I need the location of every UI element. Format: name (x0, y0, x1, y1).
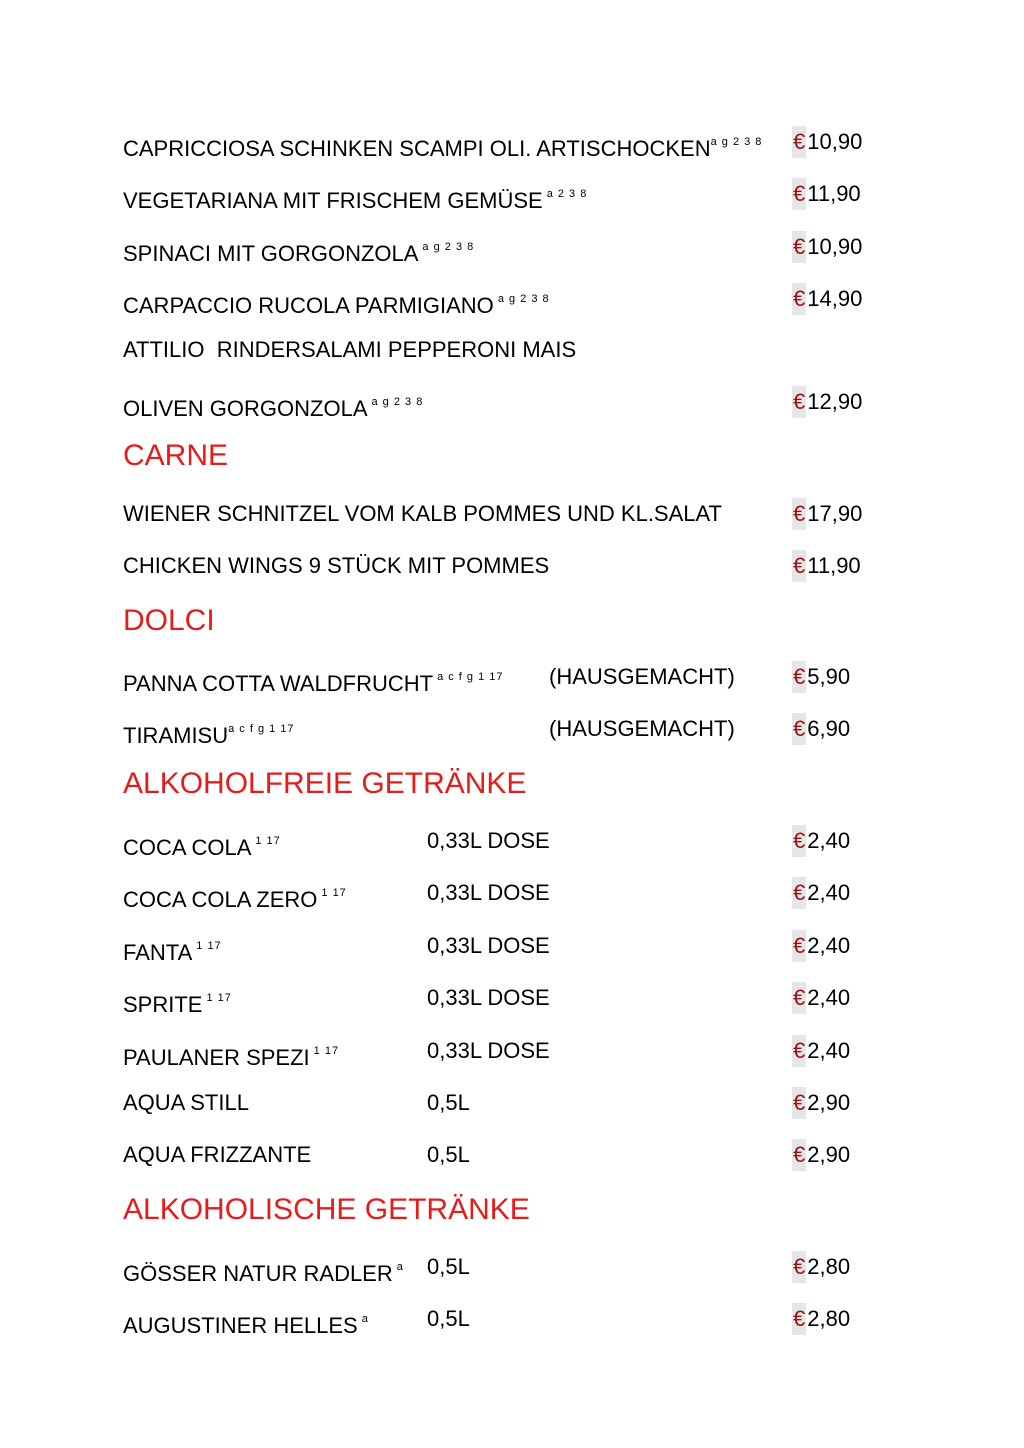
item-quantity: 0,33L DOSE (427, 985, 550, 1010)
menu-item (0, 174, 1024, 214)
euro-symbol: € (792, 1303, 806, 1335)
item-price: €10,90 (792, 122, 862, 162)
euro-symbol: € (792, 1139, 806, 1171)
section-heading-dolci: DOLCI (123, 604, 215, 637)
item-quantity: 0,33L DOSE (427, 880, 550, 905)
item-name: AQUA FRIZZANTE (123, 1142, 312, 1167)
item-name: $TIRAMISU^{a c f g 1 17}$ (123, 723, 295, 748)
allergen-codes: a g 2 3 8 (710, 136, 763, 148)
item-price: €2,40 (792, 821, 850, 861)
euro-symbol: € (792, 930, 806, 962)
item-quantity: 0,5L (427, 1306, 470, 1331)
euro-symbol: € (792, 126, 806, 158)
item-note: (HAUSGEMACHT) (549, 664, 735, 689)
item-price: €12,90 (792, 382, 862, 422)
menu-item (0, 494, 1024, 534)
allergen-codes: 1 17 (313, 1045, 340, 1057)
item-quantity: 0,5L (427, 1254, 470, 1279)
menu-item (0, 1299, 1024, 1339)
item-quantity: 0,33L DOSE (427, 828, 550, 853)
menu-item (0, 1247, 1024, 1287)
euro-symbol: € (792, 550, 806, 582)
item-name: CARPACCIO RUCOLA PARMIGIANO $^{a g 2 3 8}$ (123, 293, 550, 318)
item-price: €2,40 (792, 978, 850, 1018)
section-heading-alkoholfreie: ALKOHOLFREIE GETRÄNKE (123, 767, 527, 800)
item-name: COCA COLA ZERO $^{1 17}$ (123, 887, 347, 912)
euro-symbol: € (792, 283, 806, 315)
euro-symbol: € (792, 877, 806, 909)
euro-symbol: € (792, 1251, 806, 1283)
allergen-codes: a 2 3 8 (546, 188, 588, 200)
item-name: COCA COLA $^{1 17}$ (123, 835, 281, 860)
item-name: VEGETARIANA MIT FRISCHEM GEMÜSE $^{a 2 3 8}$ (123, 188, 588, 213)
allergen-codes: 1 17 (196, 940, 222, 952)
item-quantity: 0,5L (427, 1142, 470, 1167)
euro-symbol: € (792, 1035, 806, 1067)
menu-item (0, 821, 1024, 861)
item-name: FANTA $^{1 17}$ (123, 940, 222, 965)
menu-item (0, 1135, 1024, 1175)
item-note: (HAUSGEMACHT) (549, 716, 735, 741)
allergen-codes: a g 2 3 8 (497, 293, 550, 305)
item-price: €2,40 (792, 926, 850, 966)
menu-item (0, 926, 1024, 966)
menu-item (0, 978, 1024, 1018)
item-name: WIENER SCHNITZEL VOM KALB POMMES UND KL.SALAT (123, 501, 722, 526)
item-price: €6,90 (792, 709, 850, 749)
section-heading-alkoholische: ALKOHOLISCHE GETRÄNKE (123, 1193, 530, 1226)
euro-symbol: € (792, 498, 806, 530)
item-price: €10,90 (792, 227, 862, 267)
item-price: €2,40 (792, 873, 850, 913)
section-heading-carne: CARNE (123, 439, 229, 472)
item-name: CAPRICCIOSA SCHINKEN SCAMPI OLI. $ARTISCHOCKEN^{a g 2 3 8}$ (123, 136, 763, 161)
item-price: €11,90 (792, 174, 861, 214)
item-price: €2,90 (792, 1083, 850, 1123)
euro-symbol: € (792, 825, 806, 857)
euro-symbol: € (792, 386, 806, 418)
item-price: €5,90 (792, 657, 850, 697)
item-name: AQUA STILL (123, 1090, 249, 1115)
item-price: €14,90 (792, 279, 862, 319)
menu-item (0, 546, 1024, 586)
menu-item (0, 382, 1024, 422)
menu-item (0, 122, 1024, 162)
item-name: PAULANER SPEZI $^{1 17}$ (123, 1045, 340, 1070)
allergen-codes: a g 2 3 8 (422, 241, 475, 253)
item-price: €17,90 (792, 494, 862, 534)
allergen-codes: a c f g 1 17 (228, 723, 295, 735)
item-name: SPINACI MIT GORGONZOLA $^{a g 2 3 8}$ (123, 241, 475, 266)
item-name: ATTILIO RINDERSALAMI PEPPERONI MAIS (123, 337, 577, 362)
menu-item (0, 1083, 1024, 1123)
euro-symbol: € (792, 661, 806, 693)
allergen-codes: a c f g 1 17 (437, 671, 504, 683)
allergen-codes: a g 2 3 8 (371, 396, 424, 408)
item-name: GÖSSER NATUR RADLER $^a$ (123, 1261, 404, 1286)
allergen-codes: 1 17 (206, 992, 232, 1004)
item-quantity: 0,33L DOSE (427, 1038, 550, 1063)
euro-symbol: € (792, 713, 806, 745)
euro-symbol: € (792, 178, 806, 210)
item-quantity: 0,5L (427, 1090, 470, 1115)
menu-item (0, 279, 1024, 319)
menu-item (0, 227, 1024, 267)
item-price: €2,80 (792, 1247, 850, 1287)
menu-item (0, 657, 1024, 697)
menu-item (0, 709, 1024, 749)
item-price: €2,40 (792, 1031, 850, 1071)
item-price: €2,90 (792, 1135, 850, 1175)
item-name: OLIVEN GORGONZOLA $^{a g 2 3 8}$ (123, 396, 424, 421)
euro-symbol: € (792, 1087, 806, 1119)
allergen-codes: a (361, 1313, 369, 1325)
item-name: PANNA COTTA WALDFRUCHT $^{a c f g 1 17}$ (123, 671, 504, 696)
item-quantity: 0,33L DOSE (427, 933, 550, 958)
allergen-codes: 1 17 (255, 835, 281, 847)
menu-item (0, 330, 1024, 370)
item-price: €11,90 (792, 546, 861, 586)
menu-item (0, 1031, 1024, 1071)
item-name: AUGUSTINER HELLES $^a$ (123, 1313, 369, 1338)
allergen-codes: a (396, 1261, 404, 1273)
menu-item (0, 873, 1024, 913)
allergen-codes: 1 17 (321, 887, 347, 899)
euro-symbol: € (792, 982, 806, 1014)
euro-symbol: € (792, 231, 806, 263)
item-price: €2,80 (792, 1299, 850, 1339)
item-name: SPRITE $^{1 17}$ (123, 992, 232, 1017)
item-name: CHICKEN WINGS 9 STÜCK MIT POMMES (123, 553, 550, 578)
